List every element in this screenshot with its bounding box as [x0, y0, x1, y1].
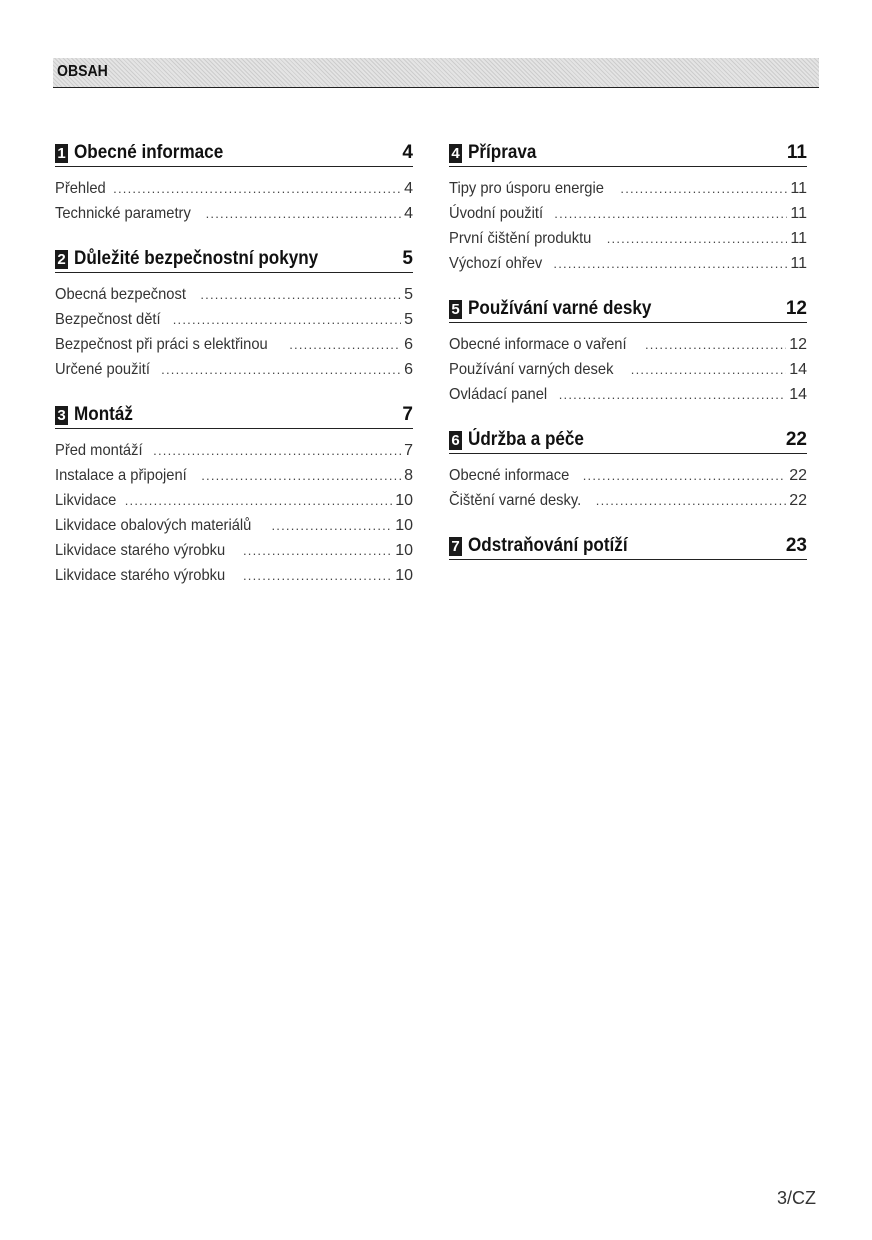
dot-leader: [631, 362, 786, 377]
dot-leader: [596, 493, 786, 508]
section-number-badge: 2: [55, 250, 68, 269]
section-title: Příprava: [468, 142, 537, 163]
section-heading[interactable]: [449, 140, 807, 167]
dot-leader: [125, 493, 393, 508]
toc-entry-label: Určené použití: [55, 361, 150, 378]
toc-entry-page: 14: [789, 386, 807, 403]
toc-entry[interactable]: [449, 255, 807, 280]
section-number-badge: 4: [449, 144, 462, 163]
toc-entry-page: 5: [404, 311, 413, 328]
toc-entry-label: Tipy pro úsporu energie: [449, 180, 604, 197]
toc-entry-label: Technické parametry: [55, 205, 191, 222]
toc-entry-label: Likvidace starého výrobku: [55, 542, 226, 559]
section-heading[interactable]: [449, 533, 807, 560]
section-title: Odstraňování potíží: [468, 535, 628, 556]
toc-entry[interactable]: [55, 467, 413, 492]
toc-entry-label: Používání varných desek: [449, 361, 614, 378]
page-number: 3/CZ: [776, 1188, 816, 1208]
toc-entry-label: Výchozí ohřev: [449, 255, 543, 272]
toc-entry-page: 7: [404, 442, 413, 459]
dot-leader: [607, 231, 788, 246]
section-page-number: 23: [785, 535, 807, 556]
toc-entry[interactable]: [55, 361, 413, 386]
dot-leader: [559, 387, 786, 402]
toc-entry[interactable]: [55, 336, 413, 361]
section-number-badge: 1: [55, 144, 68, 163]
toc-entry-label: Ovládací panel: [449, 386, 548, 403]
toc-entry-page: 10: [395, 567, 413, 584]
section-heading[interactable]: [55, 402, 413, 429]
dot-leader: [200, 287, 401, 302]
section-heading[interactable]: [449, 427, 807, 454]
toc-section: [449, 427, 807, 517]
dot-leader: [161, 362, 401, 377]
toc-section: [55, 246, 413, 386]
section-title: Obecné informace: [74, 142, 224, 163]
toc-entry-label: Čištění varné desky.: [449, 492, 582, 509]
dot-leader: [554, 206, 787, 221]
toc-entry[interactable]: [449, 336, 807, 361]
section-page-number: 11: [786, 142, 807, 163]
dot-leader: [201, 468, 401, 483]
toc-entry[interactable]: [55, 542, 413, 567]
toc-entry-page: 22: [789, 467, 807, 484]
toc-entry-page: 11: [790, 255, 807, 272]
toc-entry[interactable]: [55, 567, 413, 592]
section-title: Důležité bezpečnostní pokyny: [74, 248, 319, 269]
toc-section: [449, 533, 807, 560]
dot-leader: [206, 206, 401, 221]
toc-entry[interactable]: [449, 180, 807, 205]
dot-leader: [243, 568, 392, 583]
toc-entry-label: Obecné informace: [449, 467, 570, 484]
toc-entry[interactable]: [55, 311, 413, 336]
toc-entry-label: Bezpečnost při práci s elektřinou: [55, 336, 268, 353]
toc-entry-label: Přehled: [55, 180, 106, 197]
section-title: Údržba a péče: [468, 429, 584, 450]
toc-entry-page: 8: [404, 467, 413, 484]
toc-column-left: [55, 140, 413, 608]
section-number-badge: 3: [55, 406, 68, 425]
dot-leader: [645, 337, 786, 352]
toc-entry[interactable]: [449, 467, 807, 492]
toc-entry-page: 12: [789, 336, 807, 353]
dot-leader: [583, 468, 786, 483]
toc-entry-page: 5: [404, 286, 413, 303]
toc-entry-label: Instalace a připojení: [55, 467, 187, 484]
toc-entry[interactable]: [449, 205, 807, 230]
dot-leader: [113, 181, 401, 196]
toc-entry-page: 10: [395, 492, 413, 509]
toc-entry-page: 4: [404, 205, 413, 222]
section-number-badge: 6: [449, 431, 462, 450]
toc-entry-label: Bezpečnost dětí: [55, 311, 161, 328]
section-page-number: 12: [785, 298, 807, 319]
toc-section: [55, 402, 413, 592]
toc-entry[interactable]: [449, 386, 807, 411]
section-number-badge: 5: [449, 300, 462, 319]
dot-leader: [271, 518, 392, 533]
dot-leader: [173, 312, 401, 327]
toc-section: [449, 296, 807, 411]
section-page-number: 7: [402, 404, 413, 425]
toc-entry-page: 6: [404, 336, 413, 353]
toc-entry-label: Obecná bezpečnost: [55, 286, 186, 303]
section-heading[interactable]: [449, 296, 807, 323]
dot-leader: [620, 181, 787, 196]
section-title: Montáž: [74, 404, 133, 425]
toc-section: [55, 140, 413, 230]
section-page-number: 22: [785, 429, 807, 450]
toc-entry[interactable]: [55, 180, 413, 205]
dot-leader: [243, 543, 392, 558]
toc-entry-page: 22: [789, 492, 807, 509]
toc-entry[interactable]: [55, 442, 413, 467]
toc-entry-page: 4: [404, 180, 413, 197]
toc-entry-page: 11: [790, 230, 807, 247]
toc-entry[interactable]: [449, 361, 807, 386]
dot-leader: [553, 256, 787, 271]
toc-entry-label: Likvidace starého výrobku: [55, 567, 226, 584]
toc-entry-page: 11: [790, 205, 807, 222]
dot-leader: [153, 443, 401, 458]
section-heading[interactable]: [55, 246, 413, 273]
header-band: [53, 58, 819, 88]
toc-entry-page: 14: [789, 361, 807, 378]
toc-entry-label: První čištění produktu: [449, 230, 592, 247]
toc-column-right: [449, 140, 807, 576]
page-title: OBSAH: [57, 63, 108, 80]
toc-entry-label: Před montáží: [55, 442, 143, 459]
toc-entry-label: Úvodní použití: [449, 205, 544, 222]
toc-entry[interactable]: [449, 492, 807, 517]
toc-entry-page: 6: [404, 361, 413, 378]
section-heading[interactable]: [55, 140, 413, 167]
toc-entry-label: Obecné informace o vaření: [449, 336, 627, 353]
section-title: Používání varné desky: [468, 298, 652, 319]
toc-entry-page: 10: [395, 542, 413, 559]
toc-entry[interactable]: [55, 286, 413, 311]
toc-entry[interactable]: [55, 517, 413, 542]
section-number-badge: 7: [449, 537, 462, 556]
toc-entry[interactable]: [55, 205, 413, 230]
toc-section: [449, 140, 807, 280]
toc-entry-label: Likvidace obalových materiálů: [55, 517, 252, 534]
toc-entry-page: 10: [395, 517, 413, 534]
dot-leader: [289, 337, 401, 352]
toc-entry-label: Likvidace: [55, 492, 117, 509]
toc-entry[interactable]: [449, 230, 807, 255]
toc-entry-page: 11: [790, 180, 807, 197]
section-page-number: 4: [402, 142, 413, 163]
toc-entry[interactable]: [55, 492, 413, 517]
section-page-number: 5: [402, 248, 413, 269]
